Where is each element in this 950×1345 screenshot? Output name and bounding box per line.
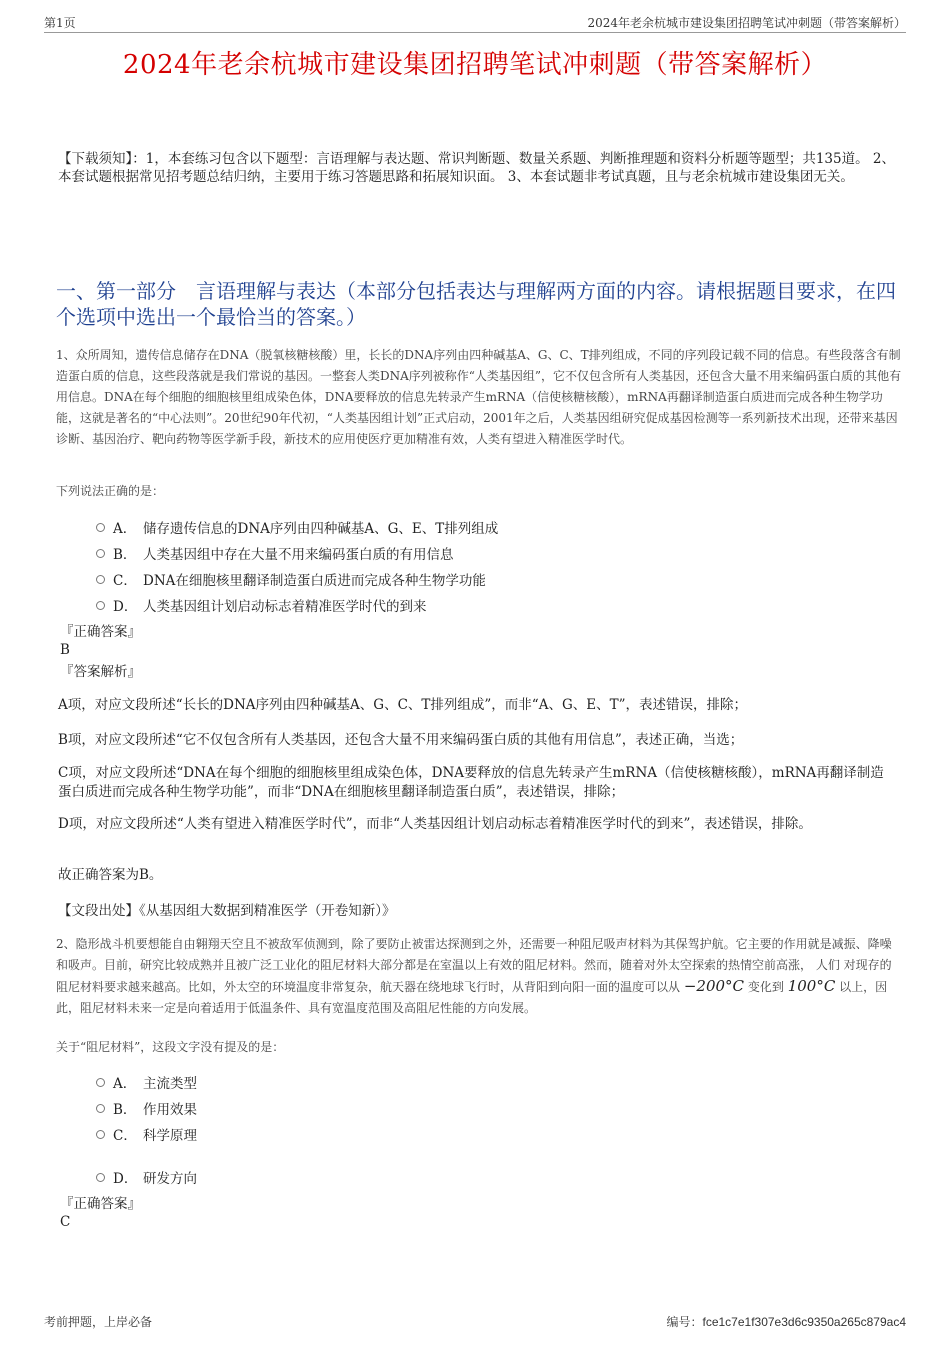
q2-option-a[interactable]: A． 主流类型 — [96, 1072, 197, 1092]
q1-analysis-a: A项，对应文段所述“长长的DNA序列由四种碱基A、G、C、T排列组成”，而非“A、G、E、T”，表述错误，排除； — [58, 697, 747, 713]
radio-icon[interactable] — [96, 601, 105, 610]
footer-slogan: 考前押题，上岸必备 — [44, 1315, 153, 1329]
q1-analysis-b: B项，对应文段所述“它不仅包含所有人类基因，还包含大量不用来编码蛋白质的其他有用信息”，表述正确，当选； — [58, 732, 744, 748]
download-notice: 【下载须知】：1，本套练习包含以下题型：言语理解与表达题、常识判断题、数量关系题、判断推理题和资料分析题等题型；共135道。 2、本套试题根据常见招考题总结归纳，主要用于练习答题思路和拓展知识面。 3、本套试题非考试真题，且与老余杭城市建设集团无关。 — [58, 151, 895, 185]
section-heading: 一、第一部分 言语理解与表达（本部分包括表达与理解两方面的内容。请根据题目要求，在四个选项中选出一个最恰当的答案。） — [56, 279, 896, 329]
q1-analysis-d: D项，对应文段所述“人类有望进入精准医学时代”，而非“人类基因组计划启动标志着精准医学时代的到来”，表述错误，排除。 — [58, 816, 812, 832]
q1-option-c[interactable]: C． DNA在细胞核里翻译制造蛋白质进而完成各种生物学功能 — [96, 569, 486, 589]
q2-passage: 2、隐形战斗机要想能自由翱翔天空且不被敌军侦测到，除了要防止被雷达探测到之外，还需要一种阻尼吸声材料为其保驾护航。它主要的作用就是减振、降噪和吸声。目前，研究比较成熟并且被广泛工业化的阻尼材料大部分都是在室温以上有效的阻尼材料。然而，随着对外太空探索的热情空前高涨， 人们 对现存的阻尼材料要求越来越高。比如，外太空的环境温度非常复杂，航天器在绕地球飞行时，从背阳到向阳一面的温度可以从 −200°C 变化到 100°C 以上，因此，阻尼材料未来一定是向着适用于低温条件、具有宽温度范围及高阻尼性能的方向发展。 — [56, 937, 892, 1015]
q2-question: 关于“阻尼材料”，这段文字没有提及的是： — [56, 1040, 285, 1054]
q1-passage: 1、众所周知，遗传信息储存在DNA（脱氧核糖核酸）里，长长的DNA序列由四种碱基A、G、C、T排列组成，不同的序列段记载不同的信息。有些段落含有制造蛋白质的信息，这些段落就是我们常说的基因。一整套人类DNA序列被称作“人类基因组”，它不仅包含所有人类基因，还包含大量不用来编码蛋白质的其他有用信息。DNA在每个细胞的细胞核里组成染色体，DNA要释放的信息先转录产生mRNA（信使核糖核酸），mRNA再翻译制造蛋白质进而完成各种生物学功能，这就是著名的“中心法则”。20世纪90年代初，“人类基因组计划”正式启动，2001年之后，人类基因组研究促成基因检测等一系列新技术出现，还带来基因诊断、基因治疗、靶向药物等医学新手段，新技术的应用使医疗更加精准有效，人类有望进入精准医学时代。 — [56, 348, 902, 446]
radio-icon[interactable] — [96, 523, 105, 532]
radio-icon[interactable] — [96, 549, 105, 558]
footer-code: 编号：fce1c7e1f307e3d6c9350a265c879ac4 — [666, 1315, 906, 1329]
q2-answer-heading: 『正确答案』 — [60, 1196, 141, 1212]
temp-high: 100°C — [787, 977, 836, 995]
header-divider — [44, 32, 906, 33]
q1-option-a[interactable]: A． 储存遗传信息的DNA序列由四种碱基A、G、E、T排列组成 — [96, 517, 498, 537]
q1-analysis-c: C项，对应文段所述“DNA在每个细胞的细胞核里组成染色体，DNA要释放的信息先转录产生mRNA（信使核糖核酸），mRNA再翻译制造蛋白质进而完成各种生物学功能”，而非“DNA在细胞核里翻译制造蛋白质”，表述错误，排除； — [58, 765, 884, 800]
q2-answer: C — [60, 1214, 71, 1230]
page-number: 第1页 — [44, 16, 76, 30]
radio-icon[interactable] — [96, 575, 105, 584]
q2-option-c[interactable]: C． 科学原理 — [96, 1124, 197, 1144]
q2-option-b[interactable]: B． 作用效果 — [96, 1098, 197, 1118]
temp-low: −200°C — [683, 977, 745, 995]
page-title: 2024年老余杭城市建设集团招聘笔试冲刺题（带答案解析） — [122, 50, 828, 80]
radio-icon[interactable] — [96, 1078, 105, 1087]
header-doc-title: 2024年老余杭城市建设集团招聘笔试冲刺题（带答案解析） — [587, 16, 906, 30]
q1-answer: B — [60, 642, 70, 658]
q1-source: 【文段出处】《从基因组大数据到精准医学（开卷知新）》 — [58, 903, 396, 919]
q1-question: 下列说法正确的是： — [56, 484, 165, 498]
q1-option-b[interactable]: B． 人类基因组中存在大量不用来编码蛋白质的有用信息 — [96, 543, 454, 563]
radio-icon[interactable] — [96, 1173, 105, 1182]
radio-icon[interactable] — [96, 1104, 105, 1113]
q1-analysis-heading: 『答案解析』 — [60, 664, 141, 680]
q1-answer-heading: 『正确答案』 — [60, 624, 141, 640]
q2-option-d[interactable]: D． 研发方向 — [96, 1167, 197, 1187]
q1-conclusion: 故正确答案为B。 — [58, 867, 163, 883]
radio-icon[interactable] — [96, 1130, 105, 1139]
q1-option-d[interactable]: D． 人类基因组计划启动标志着精准医学时代的到来 — [96, 595, 427, 615]
